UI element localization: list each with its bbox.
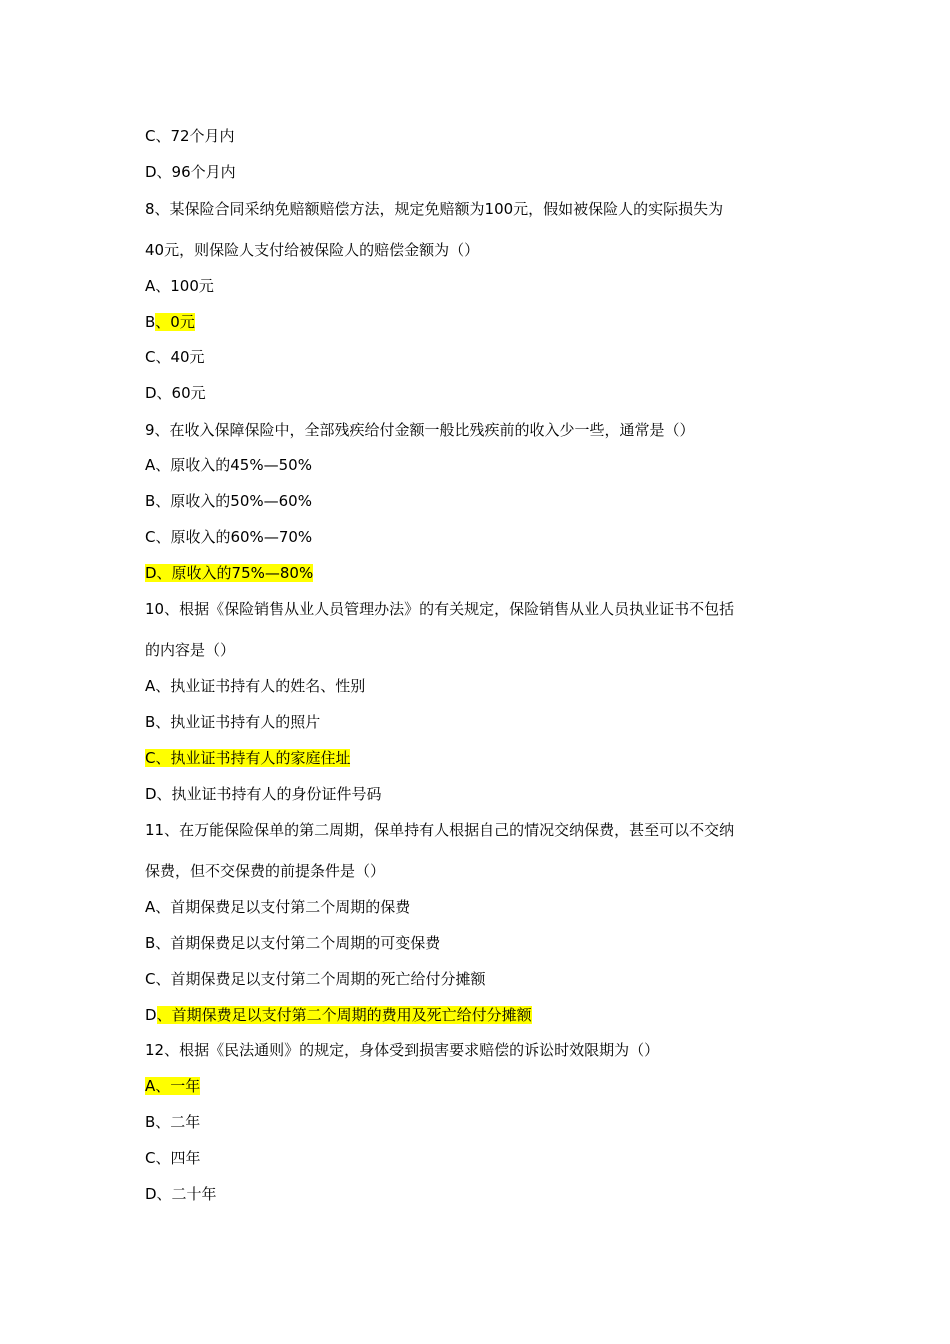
option-line (145, 933, 440, 953)
question-line (145, 1040, 659, 1060)
question-line (145, 420, 695, 440)
highlighted-text: 、0元 (155, 313, 195, 331)
option-line (145, 347, 205, 367)
question-line (145, 640, 235, 660)
highlighted-text: 、首期保费足以支付第二个周期的费用及死亡给付分摊额 (156, 1006, 532, 1024)
line-text: B、二年 (145, 1113, 201, 1131)
option-line (145, 276, 214, 296)
line-text: C、72个月内 (145, 127, 235, 145)
line-text: D、二十年 (145, 1185, 217, 1203)
line-text: 保费，但不交保费的前提条件是（） (145, 862, 386, 880)
line-text: D、60元 (145, 384, 206, 402)
highlighted-text: D、原收入的75%—80% (145, 564, 314, 582)
line-text: B、首期保费足以支付第二个周期的可变保费 (145, 934, 441, 952)
line-text: B、执业证书持有人的照片 (145, 713, 321, 731)
line-text: C、40元 (145, 348, 205, 366)
question-line (145, 199, 723, 219)
line-text: D (145, 1006, 157, 1024)
line-text: B、原收入的50%—60% (145, 492, 312, 510)
option-line (145, 784, 382, 804)
line-text: A、原收入的45%—50% (145, 456, 312, 474)
question-line (145, 240, 479, 260)
line-text: 40元，则保险人支付给被保险人的赔偿金额为（） (145, 241, 480, 259)
option-line (145, 897, 410, 917)
option-line-answer (145, 563, 313, 583)
line-text: A、执业证书持有人的姓名、性别 (145, 677, 366, 695)
line-text: D、96个月内 (145, 163, 236, 181)
line-text: C、原收入的60%—70% (145, 528, 313, 546)
option-line (145, 383, 206, 403)
option-line (145, 712, 320, 732)
option-line (145, 1112, 200, 1132)
highlighted-text: C、执业证书持有人的家庭住址 (145, 749, 351, 767)
option-line (145, 491, 312, 511)
option-line-answer (145, 312, 195, 332)
highlighted-text: A、一年 (145, 1077, 201, 1095)
line-text: B (145, 313, 156, 331)
option-line (145, 162, 236, 182)
option-line-answer (145, 1076, 200, 1096)
option-line (145, 1184, 217, 1204)
line-text: 8、某保险合同采纳免赔额赔偿方法，规定免赔额为100元，假如被保险人的实际损失为 (145, 200, 724, 218)
question-line (145, 599, 734, 619)
line-text: A、100元 (145, 277, 214, 295)
option-line-answer (145, 748, 350, 768)
question-line (145, 861, 385, 881)
line-text: 9、在收入保障保险中，全部残疾给付金额一般比残疾前的收入少一些，通常是（） (145, 421, 695, 439)
line-text: 11、在万能保险保单的第二周期，保单持有人根据自己的情况交纳保费，甚至可以不交纳 (145, 821, 735, 839)
option-line (145, 126, 235, 146)
line-text: C、首期保费足以支付第二个周期的死亡给付分摊额 (145, 970, 486, 988)
question-line (145, 820, 734, 840)
option-line (145, 969, 485, 989)
option-line (145, 1148, 200, 1168)
line-text: C、四年 (145, 1149, 201, 1167)
line-text: 10、根据《保险销售从业人员管理办法》的有关规定，保险销售从业人员执业证书不包括 (145, 600, 735, 618)
option-line (145, 455, 312, 475)
option-line (145, 527, 312, 547)
option-line-answer (145, 1005, 532, 1025)
line-text: A、首期保费足以支付第二个周期的保费 (145, 898, 411, 916)
option-line (145, 676, 365, 696)
line-text: D、执业证书持有人的身份证件号码 (145, 785, 382, 803)
line-text: 的内容是（） (145, 641, 236, 659)
line-text: 12、根据《民法通则》的规定，身体受到损害要求赔偿的诉讼时效限期为（） (145, 1041, 660, 1059)
